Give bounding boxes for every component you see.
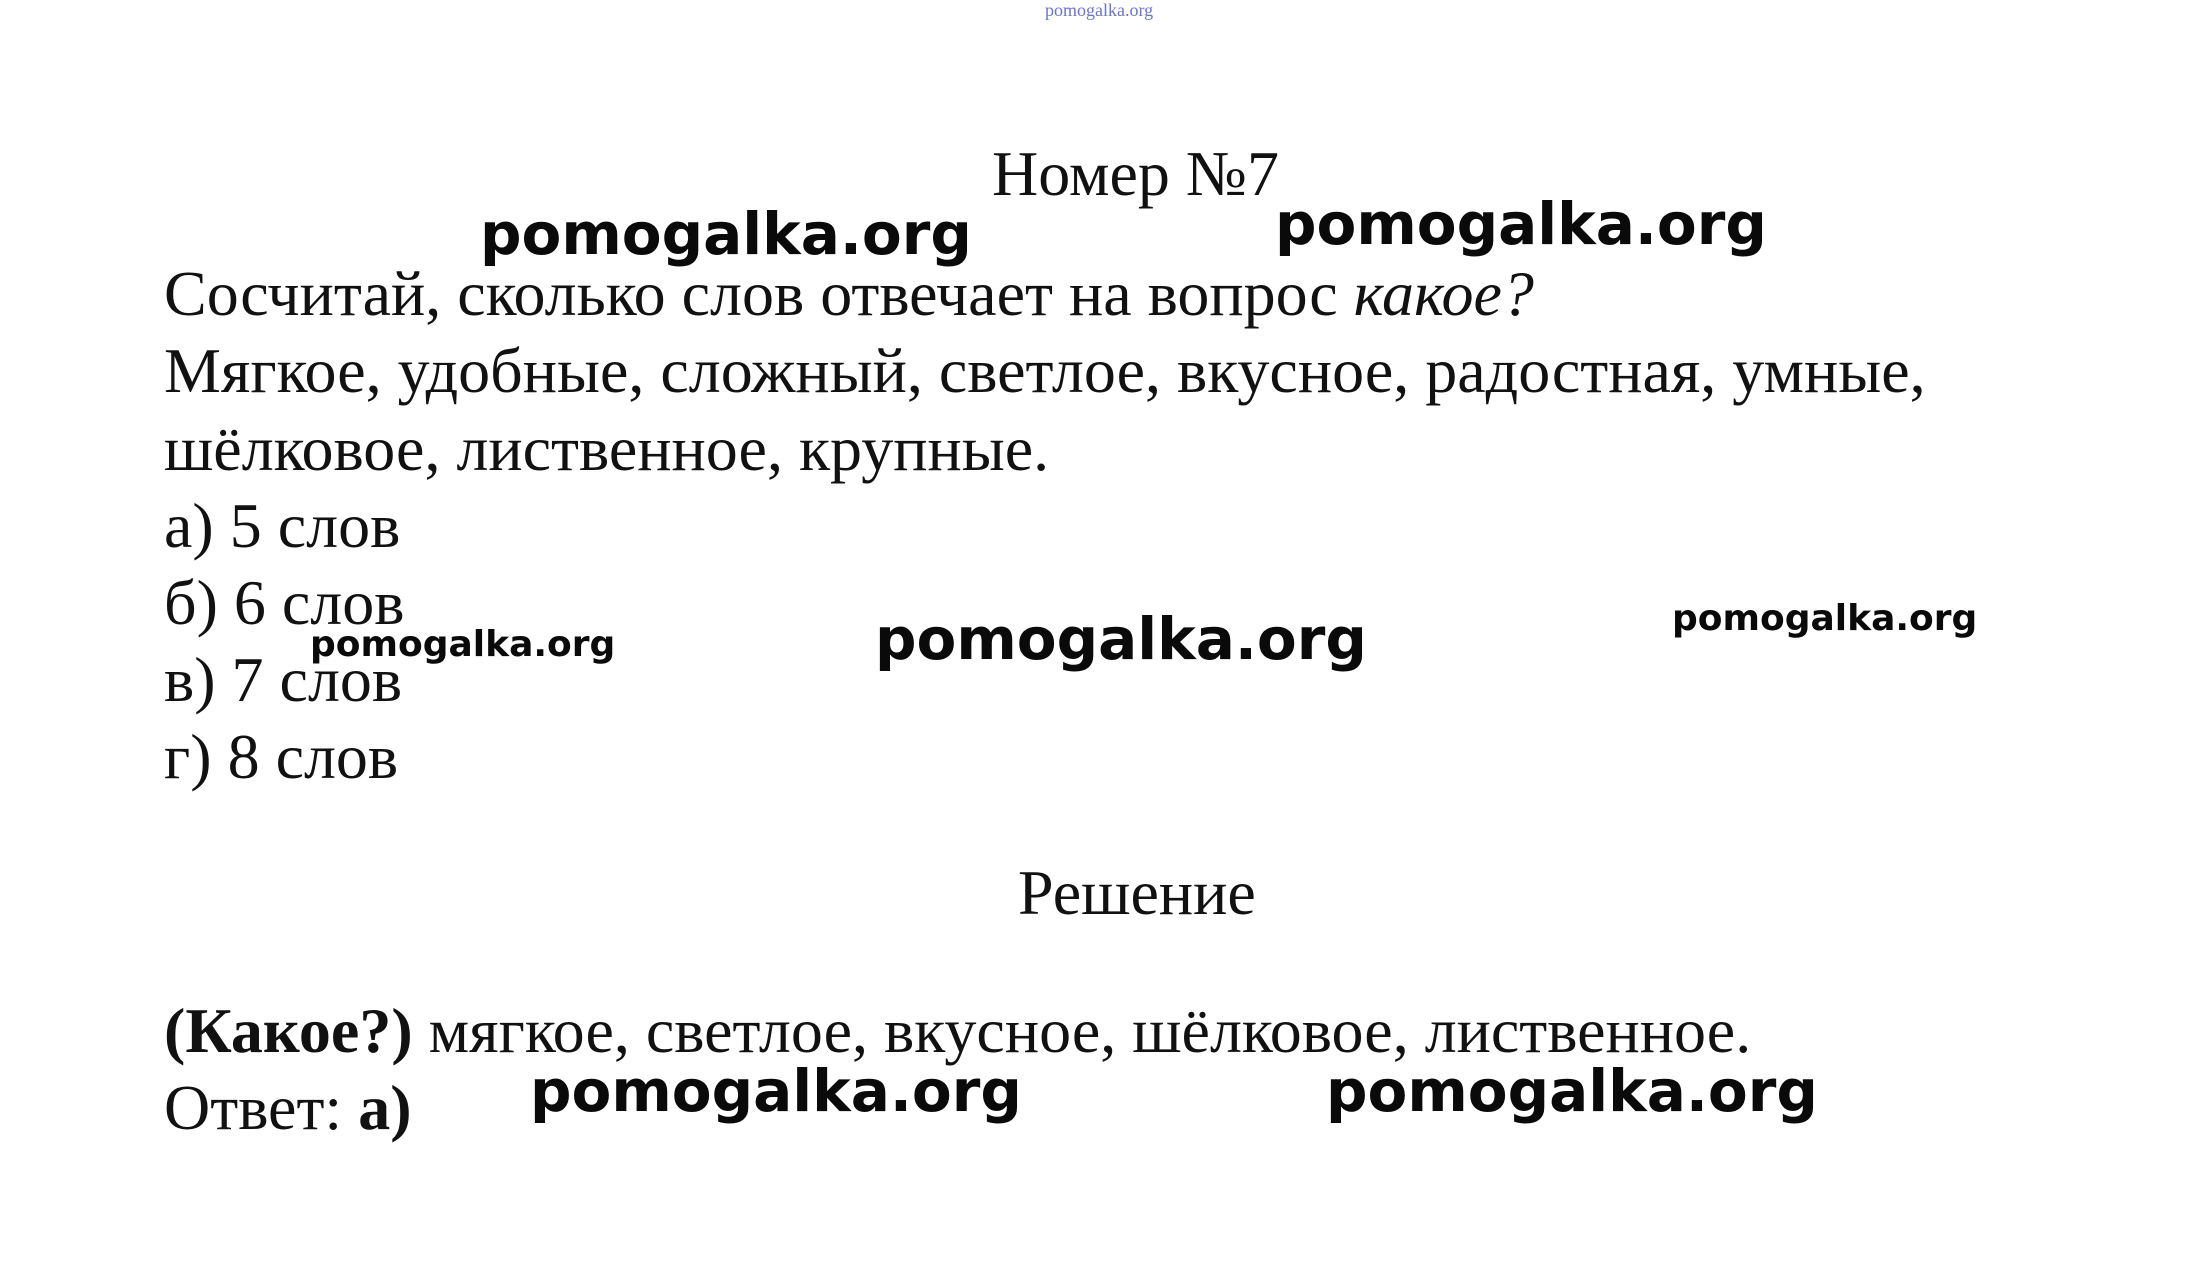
question-main: Сосчитай, сколько слов отвечает на вопрос bbox=[164, 258, 1354, 329]
solution-label: (Какое?) bbox=[164, 995, 413, 1066]
option-a: а) 5 слов bbox=[164, 490, 401, 561]
answer-line bbox=[164, 1069, 412, 1147]
watermark: pomogalka.org bbox=[310, 624, 616, 665]
watermark: pomogalka.org bbox=[480, 200, 972, 268]
solution-title: Решение bbox=[1018, 857, 1256, 928]
watermark: pomogalka.org bbox=[875, 605, 1367, 673]
word-list-line-1: Мягкое, удобные, сложный, светлое, вкусное, радостная, умные, bbox=[164, 335, 1926, 406]
watermark: pomogalka.org bbox=[530, 1057, 1022, 1125]
watermark: pomogalka.org bbox=[1326, 1057, 1818, 1125]
word-list-line-2: шёлковое, лиственное, крупные. bbox=[164, 413, 1050, 484]
watermark: pomogalka.org bbox=[1672, 598, 1978, 639]
question-emphasis: какое? bbox=[1353, 258, 1534, 329]
answer-value: а) bbox=[358, 1072, 412, 1143]
option-b: б) 6 слов bbox=[164, 567, 405, 638]
header-link[interactable]: pomogalka.org bbox=[1045, 0, 1154, 20]
watermark: pomogalka.org bbox=[1275, 190, 1767, 258]
page-title: Номер №7 bbox=[992, 138, 1279, 209]
answer-label: Ответ: bbox=[164, 1072, 359, 1143]
option-v: в) 7 слов bbox=[164, 644, 403, 715]
solution-body: мягкое, светлое, вкусное, шёлковое, лиственное. bbox=[412, 995, 1752, 1066]
option-g: г) 8 слов bbox=[164, 721, 399, 792]
